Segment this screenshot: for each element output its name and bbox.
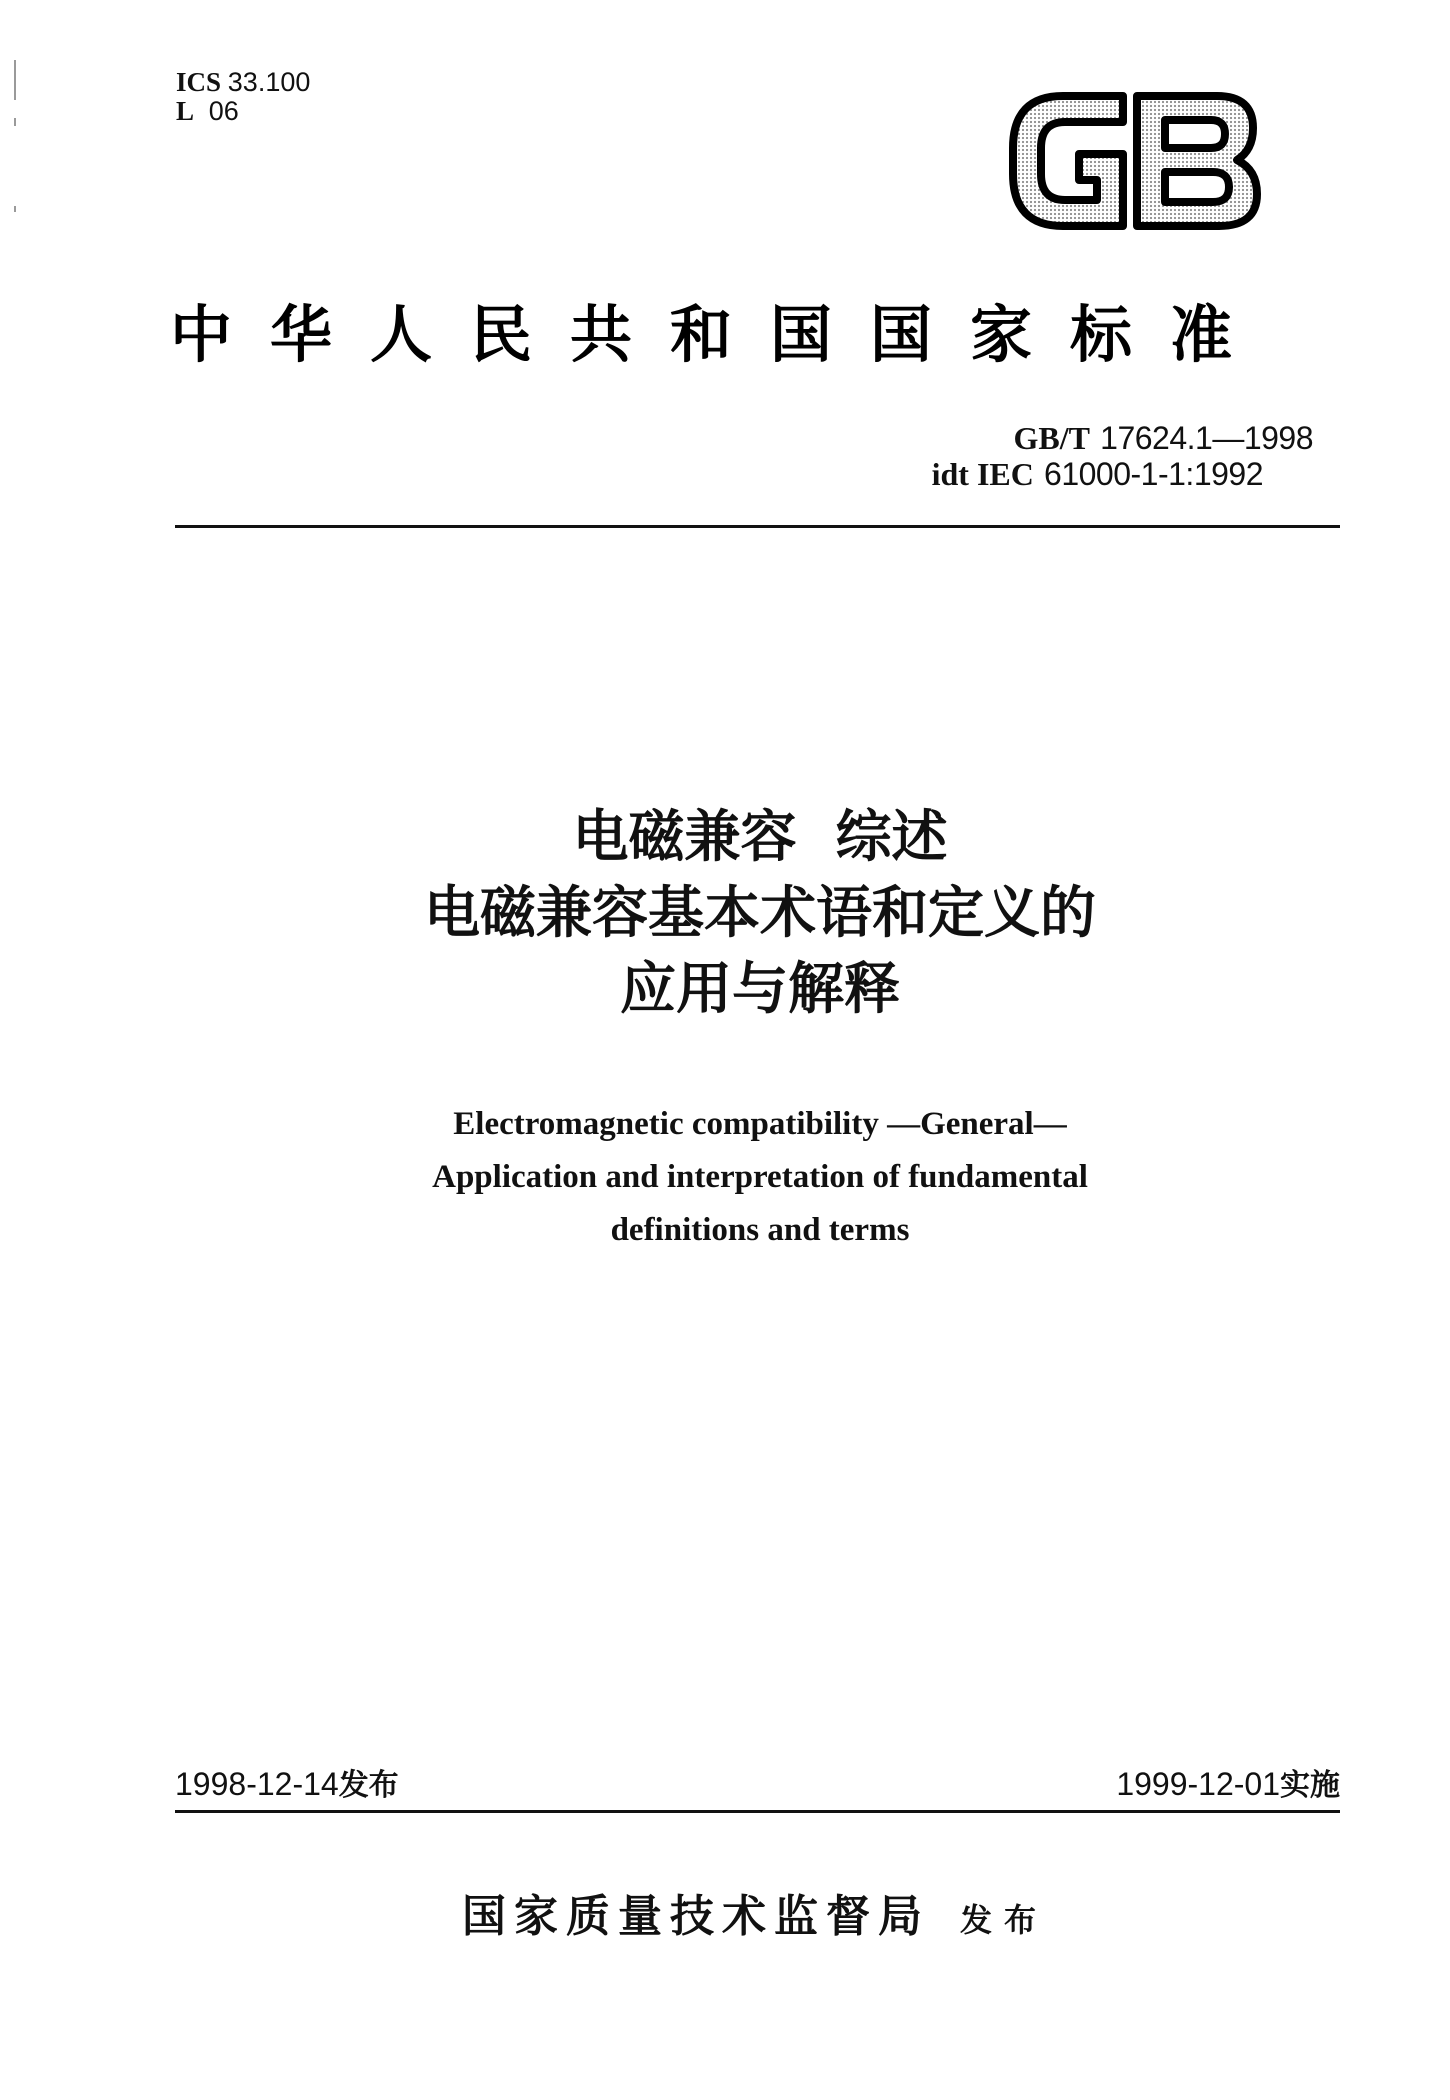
gb-logo-b — [1137, 96, 1257, 226]
chinese-title-line-3: 应用与解释 — [620, 957, 900, 1022]
english-title-line-3: definitions and terms — [610, 1212, 910, 1248]
standard-number-prefix: GB/T — [1013, 420, 1090, 456]
issue-date — [175, 1760, 399, 1804]
implementation-date-label: 实施 — [1280, 1768, 1340, 1803]
idt-prefix: idt IEC — [931, 456, 1034, 492]
standard-number-block — [932, 420, 1313, 492]
implementation-date-value: 1999-12-01 — [1116, 1766, 1280, 1802]
gb-logo — [1005, 88, 1265, 233]
english-title — [0, 1098, 1450, 1257]
publisher — [0, 1880, 1450, 1944]
binding-mark — [14, 118, 16, 126]
chinese-title-line-2: 电磁兼容基本术语和定义的 — [424, 881, 1096, 946]
ccs-code — [176, 97, 310, 126]
issue-date-label: 发布 — [338, 1768, 399, 1803]
dates-row — [175, 1760, 1340, 1808]
ics-code — [176, 68, 310, 97]
standard-number — [932, 420, 1313, 456]
chinese-title — [0, 800, 1450, 1028]
idt-reference — [932, 456, 1263, 492]
national-standard-heading: 中华人民共和国国家标准 — [170, 298, 1271, 371]
english-title-line-2: Application and interpretation of fundamental — [432, 1159, 1088, 1195]
publisher-organization: 国家质量技术监督局 — [461, 1891, 930, 1942]
publisher-action: 发布 — [959, 1901, 1048, 1939]
bottom-divider — [175, 1810, 1340, 1813]
ccs-value: 06 — [208, 96, 239, 126]
english-title-line-1: Electromagnetic compatibility —General— — [453, 1106, 1067, 1142]
binding-mark — [14, 60, 16, 100]
classification-codes — [176, 68, 310, 126]
ccs-label: L — [176, 96, 195, 126]
standard-number-value: 17624.1—1998 — [1100, 420, 1313, 456]
chinese-title-line-1: 电磁兼容 综述 — [572, 805, 948, 870]
ics-label: ICS — [176, 67, 222, 97]
ics-value: 33.100 — [227, 67, 311, 97]
implementation-date — [1116, 1760, 1340, 1804]
binding-mark — [14, 206, 16, 212]
idt-number: 61000-1-1:1992 — [1044, 456, 1263, 492]
gb-logo-g — [1013, 96, 1123, 226]
top-divider — [175, 525, 1340, 528]
issue-date-value: 1998-12-14 — [175, 1766, 339, 1802]
